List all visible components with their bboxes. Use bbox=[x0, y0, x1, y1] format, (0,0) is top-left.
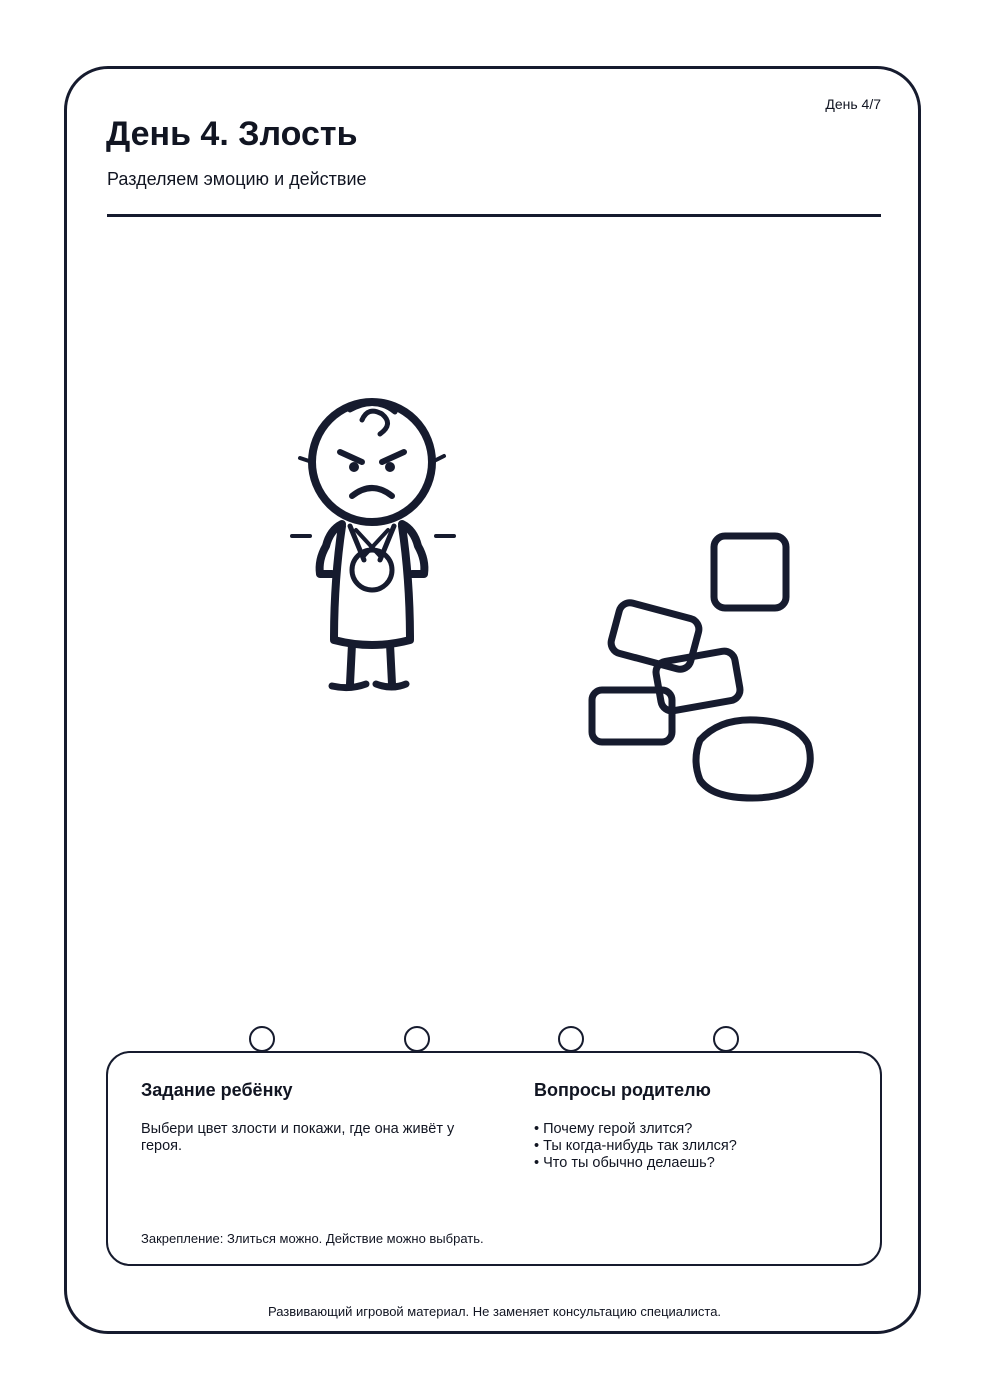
list-item: • Что ты обычно делаешь? bbox=[534, 1155, 737, 1172]
reinforcement-text: Закрепление: Злиться можно. Действие можно выбрать. bbox=[141, 1231, 484, 1246]
list-item: • Почему герой злится? bbox=[534, 1121, 737, 1138]
child-task-text: Выбери цвет злости и покажи, где она живёт у героя. bbox=[141, 1121, 455, 1154]
day-counter: День 4/7 bbox=[825, 96, 881, 112]
binder-ring bbox=[404, 1026, 430, 1052]
binder-ring bbox=[558, 1026, 584, 1052]
page-title: День 4. Злость bbox=[106, 115, 358, 153]
footer-disclaimer: Развивающий игровой материал. Не заменяет консультацию специалиста. bbox=[267, 1304, 722, 1319]
boy-body-icon bbox=[292, 524, 454, 688]
page-subtitle: Разделяем эмоцию и действие bbox=[107, 169, 367, 189]
task-card bbox=[106, 1051, 882, 1266]
angry-face-icon bbox=[300, 402, 444, 522]
stones-icon bbox=[592, 536, 810, 798]
list-item: • Ты когда-нибудь так злился? bbox=[534, 1138, 737, 1155]
binder-ring bbox=[713, 1026, 739, 1052]
parent-questions-title: Вопросы родителю bbox=[534, 1080, 711, 1100]
parent-questions-list bbox=[534, 1121, 737, 1172]
child-task-title: Задание ребёнку bbox=[141, 1080, 293, 1100]
binder-ring bbox=[249, 1026, 275, 1052]
